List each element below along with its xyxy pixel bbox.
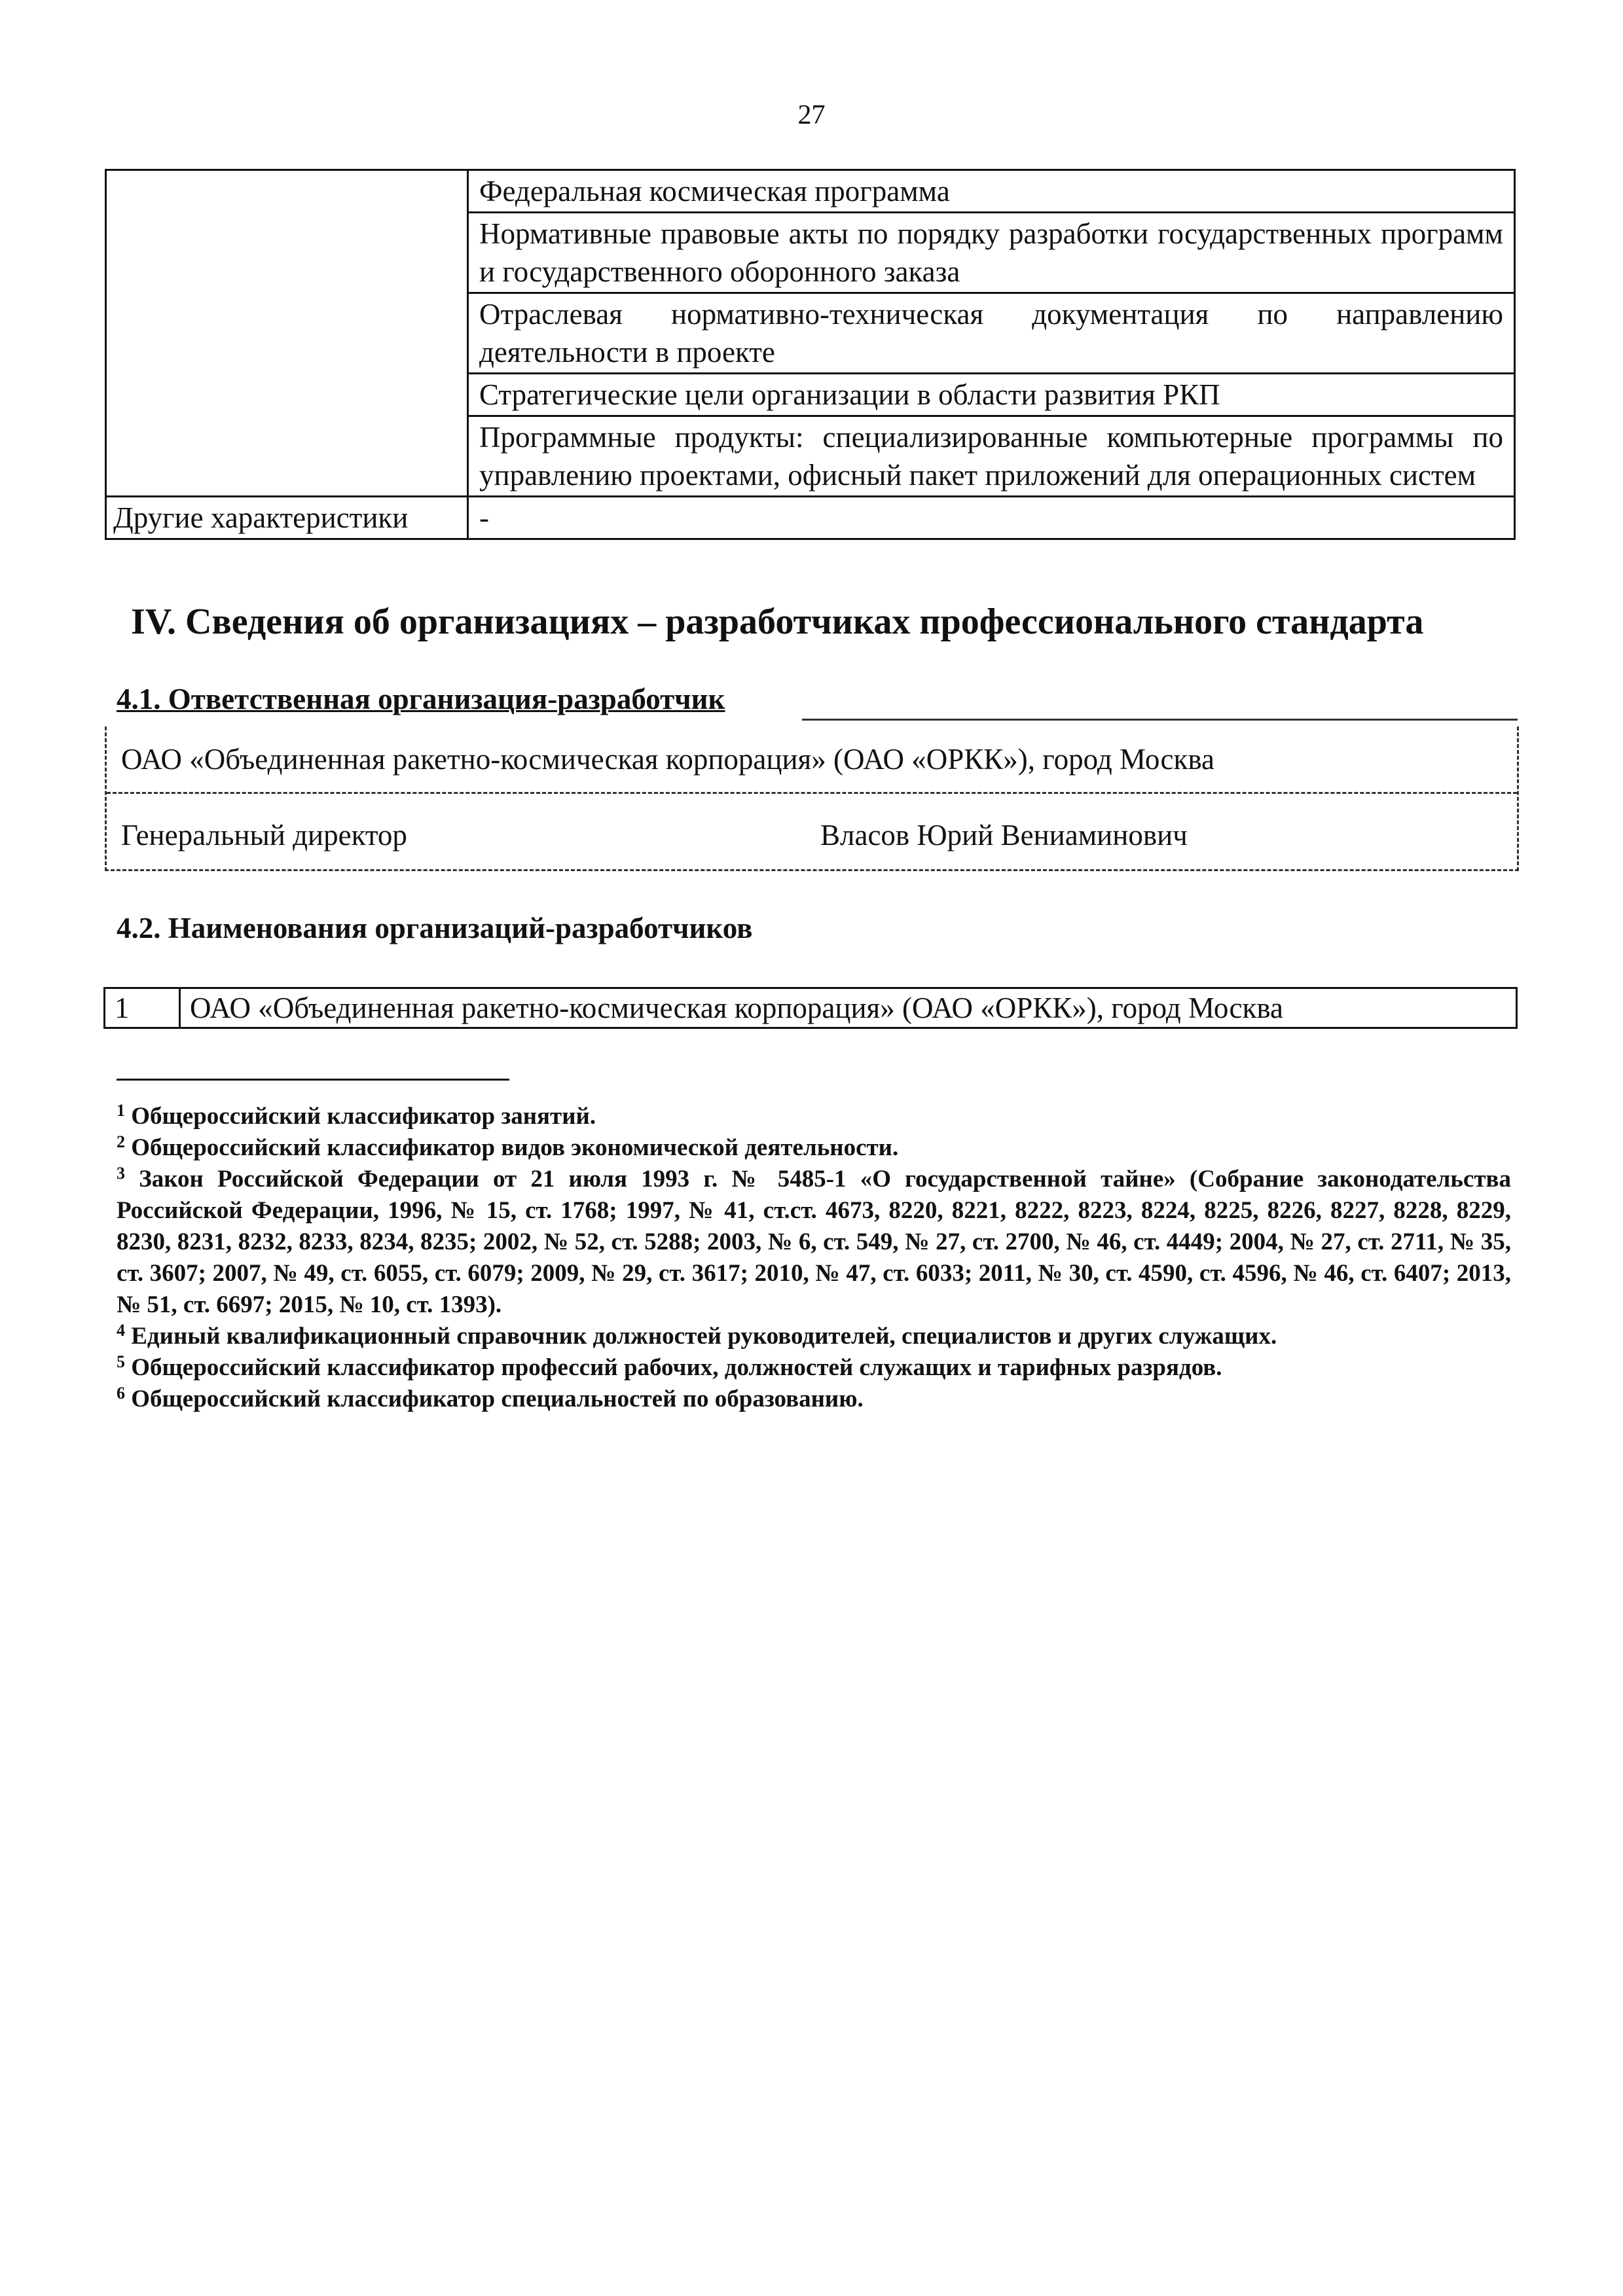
footnote: [117, 1321, 1511, 1352]
table-row: [106, 497, 1515, 539]
footnotes: [117, 1101, 1511, 1415]
divider: [802, 719, 1518, 721]
developers-title: 4.2. Наименования организаций-разработчиков: [117, 912, 753, 944]
footnote-text: Общероссийский классификатор занятий.: [131, 1103, 596, 1130]
requirements-table: [105, 169, 1516, 540]
footnote-mark: 3: [117, 1164, 125, 1183]
director-name: Власов Юрий Вениаминович: [820, 819, 1188, 852]
footnote-separator: [117, 1079, 509, 1081]
responsible-org-box: [105, 726, 1519, 871]
footnote-text: Общероссийский классификатор профессий рабочих, должностей служащих и тарифных разрядов.: [131, 1354, 1222, 1381]
org-name: ОАО «Объединенная ракетно-космическая корпорация» (ОАО «ОРКК»), город Москва: [121, 743, 1214, 776]
footnote: [117, 1101, 1511, 1132]
table-cell: Программные продукты: специализированные компьютерные программы по управлению проектами, офисный пакет приложений для операционных систем: [468, 416, 1515, 497]
footnote-mark: 2: [117, 1132, 125, 1151]
footnote-text: Единый квалификационный справочник должностей руководителей, специалистов и других служащих.: [131, 1323, 1277, 1350]
other-characteristics-label: Другие характеристики: [106, 497, 468, 539]
table-cell: Стратегические цели организации в области развития РКП: [468, 374, 1515, 416]
table-row: [106, 170, 1515, 213]
section-title: IV. Сведения об организациях – разработчиках профессионального стандарта: [131, 601, 1424, 642]
footnote-text: Общероссийский классификатор видов экономической деятельности.: [131, 1134, 899, 1161]
footnote-text: Общероссийский классификатор специальностей по образованию.: [131, 1386, 864, 1412]
director-position: Генеральный директор: [121, 819, 407, 852]
empty-label-cell: [106, 170, 468, 497]
footnote: [117, 1164, 1511, 1321]
other-characteristics-value: -: [468, 497, 1515, 539]
divider: [107, 792, 1517, 794]
org-name: ОАО «Объединенная ракетно-космическая корпорация» (ОАО «ОРКК»), город Москва: [180, 988, 1517, 1028]
row-number: 1: [105, 988, 180, 1028]
footnote: [117, 1384, 1511, 1415]
page-number: 27: [797, 100, 826, 130]
footnote-text: Закон Российской Федерации от 21 июля 1993 г. № 5485-1 «О государственной тайне» (Собрание законодательства Российской Федерации, 1996, № 15, ст. 1768; 1997, № 41, ст.ст. 4673, 8220, 8221, 8222, 8223, 8224, 8225, 8226, 8227, 8228, 8229, 8230, 8231, 8232, 8233, 8234, 8235; 2002, № 52, ст. 5288; 2003, № 6, ст. 549, № 27, ст. 2700, № 46, ст. 4449; 2004, № 27, ст. 2711, № 35, ст. 3607; 2007, № 49, ст. 6055, ст. 6079; 2009, № 29, ст. 3617; 2010, № 47, ст. 6033; 2011, № 30, ст. 4590, ст. 4596, № 46, ст. 6407; 2013, № 51, ст. 6697; 2015, № 10, ст. 1393).: [117, 1166, 1512, 1318]
table-row: [105, 988, 1517, 1028]
table-cell: Нормативные правовые акты по порядку разработки государственных программ и государственного оборонного заказа: [468, 213, 1515, 293]
developers-table: [103, 987, 1518, 1029]
footnote-mark: 4: [117, 1321, 125, 1340]
footnote: [117, 1132, 1511, 1164]
responsible-org-title: 4.1. Ответственная организация-разработчик: [117, 683, 725, 715]
footnote: [117, 1352, 1511, 1384]
footnote-mark: 5: [117, 1352, 125, 1371]
footnote-mark: 1: [117, 1101, 125, 1120]
table-cell: Федеральная космическая программа: [468, 170, 1515, 213]
table-cell: Отраслевая нормативно-техническая документация по направлению деятельности в проекте: [468, 293, 1515, 374]
footnote-mark: 6: [117, 1384, 125, 1403]
